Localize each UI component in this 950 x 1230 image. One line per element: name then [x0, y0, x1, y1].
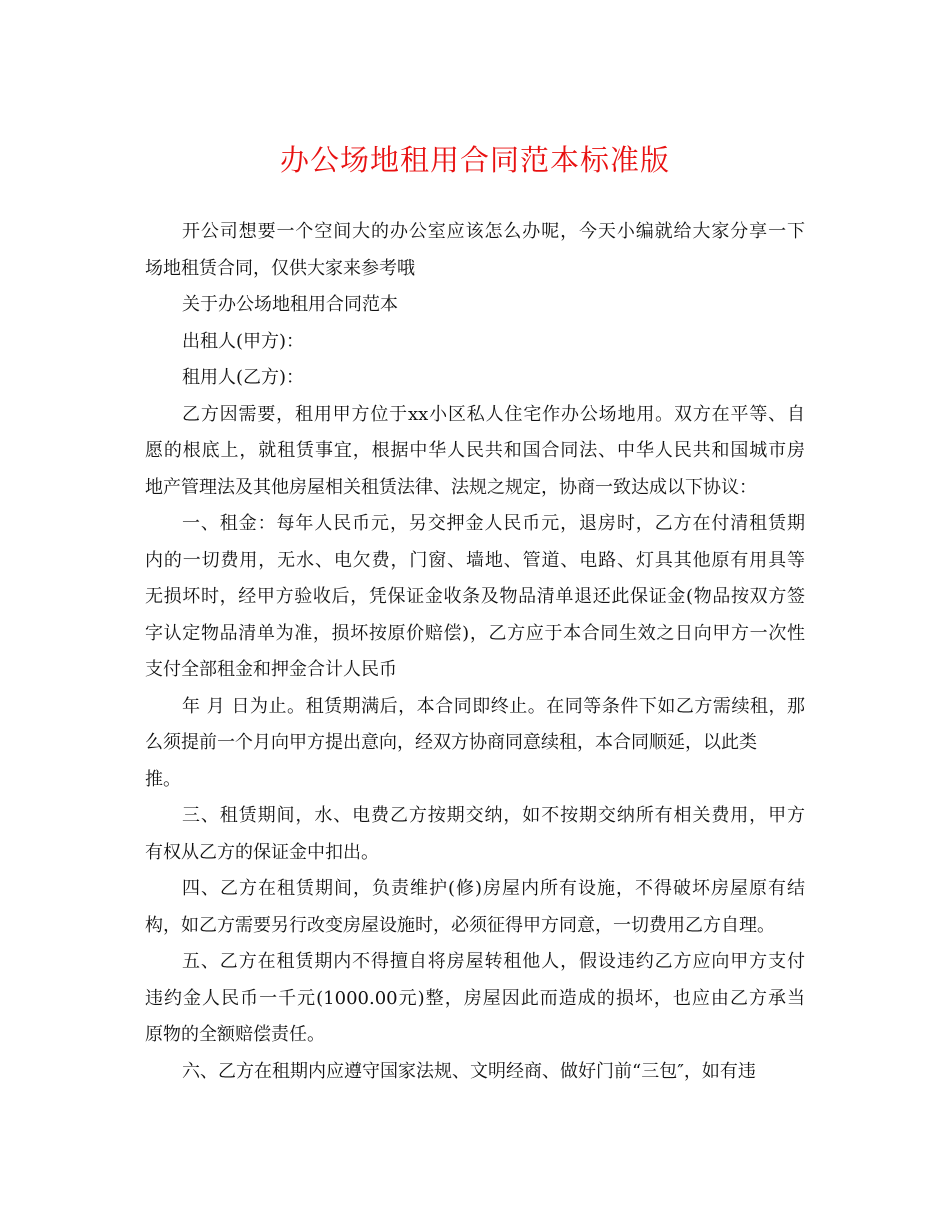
text-line: 关于办公场地租用合同范本: [182, 294, 398, 315]
document-body: [145, 214, 805, 1090]
text-line: 推。: [145, 768, 181, 790]
text-line: 字认定物品清单为准，损坏按原价赔偿)，乙方应于本合同生效之日向甲方一次性: [145, 622, 805, 644]
text-line: 违约金人民币一千元(1000.00元)整，房屋因此而造成的损坏，也应由乙方承当: [145, 987, 805, 1009]
text-line: 内的一切费用，无水、电欠费，门窗、墙地、管道、电路、灯具其他原有用具等: [145, 549, 805, 571]
text-line: 无损坏时，经甲方验收后，凭保证金收条及物品清单退还此保证金(物品按双方签: [145, 586, 805, 607]
text-line: 场地租赁合同，仅供大家来参考哦: [145, 257, 415, 279]
text-line: 三、租赁期间，水、电费乙方按期交纳，如不按期交纳所有相关费用，甲方: [182, 805, 805, 826]
text-line: 有权从乙方的保证金中扣出。: [145, 841, 379, 863]
text-line: 支付全部租金和押金合计人民币: [145, 659, 397, 680]
document-title: 办公场地租用合同范本标准版: [279, 143, 670, 177]
text-line: 四、乙方在租赁期间，负责维护(修)房屋内所有设施，不得破坏房屋原有结: [182, 878, 805, 899]
text-line: 地产管理法及其他房屋相关租赁法律、法规之规定，协商一致达成以下协议：: [145, 476, 757, 498]
text-line: 构，如乙方需要另行改变房屋设施时，必须征得甲方同意，一切费用乙方自理。: [145, 914, 775, 936]
text-line: 六、乙方在租期内应遵守国家法规、文明经商、做好门前“三包″，如有违: [182, 1060, 756, 1082]
text-line: 么须提前一个月向甲方提出意向，经双方协商同意续租，本合同顺延，以此类: [145, 732, 757, 753]
text-line: 出租人(甲方)：: [182, 330, 305, 352]
text-line: 五、乙方在租赁期内不得擅自将房屋转租他人，假设违约乙方应向甲方支付: [182, 951, 805, 972]
text-line: 原物的全额赔偿责任。: [145, 1024, 325, 1045]
text-line: 开公司想要一个空间大的办公室应该怎么办呢，今天小编就给大家分享一下: [182, 221, 805, 242]
text-line: 一、租金：每年人民币元，另交押金人民币元，退房时，乙方在付清租赁期: [182, 513, 805, 534]
text-line: 租用人(乙方)：: [182, 367, 305, 388]
text-line: 年 月 日为止。租赁期满后，本合同即终止。在同等条件下如乙方需续租，那: [182, 695, 805, 717]
text-line: 愿的根底上，就租赁事宜，根据中华人民共和国合同法、中华人民共和国城市房: [145, 440, 805, 461]
text-line: 乙方因需要，租用甲方位于xx小区私人住宅作办公场地用。双方在平等、自: [182, 403, 805, 425]
